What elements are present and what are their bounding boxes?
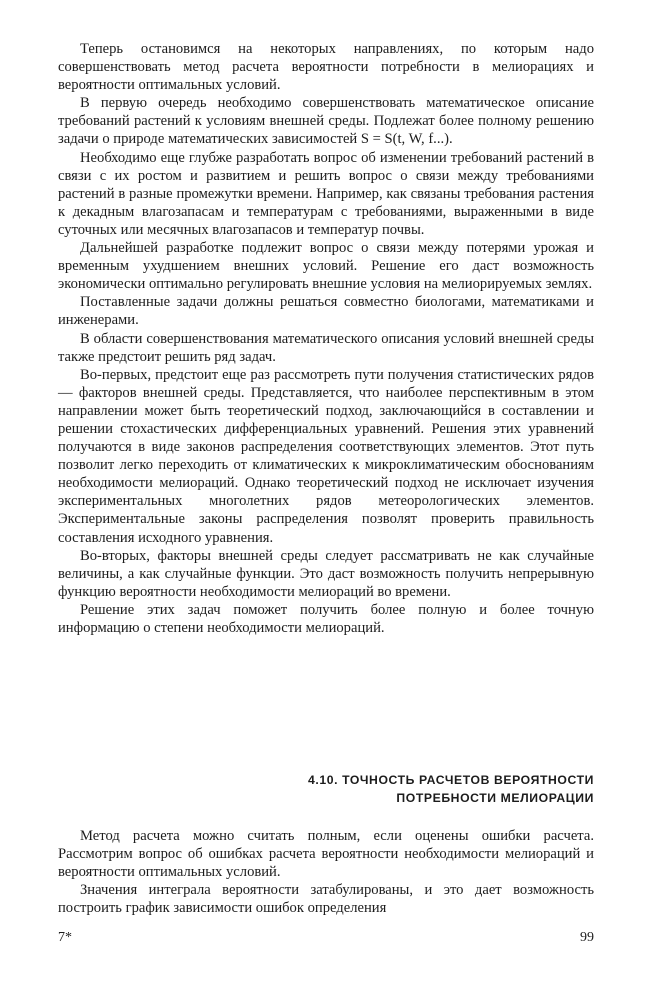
- section-heading-line-1: 4.10. ТОЧНОСТЬ РАСЧЕТОВ ВЕРОЯТНОСТИ: [307, 773, 594, 787]
- paragraph-6: В области совершенствования математического описания условий внешней среды также предстоит решить ряд задач.: [58, 330, 594, 365]
- section-heading-line-2: ПОТРЕБНОСТИ МЕЛИОРАЦИИ: [396, 791, 594, 805]
- section-paragraph-2: Значения интеграла вероятности затабулированы, и это дает возможность построить график зависимости ошибок определения: [58, 882, 594, 917]
- paragraph-7: Во-первых, предстоит еще раз рассмотреть пути получения статистических рядов — факторов внешней среды. Представляется, что наиболее перспективным в этом направлении может быть теоретический подход, заключающийся в составлении и решении стохастических дифференциальных уравнений. Решения этих уравнений получаются в виде законов распределения соответствующих элементов. Этот путь позволит легко переходить от климатических к микроклиматическим обоснованиям необходимости мелиораций. Однако теоретический подход не исключает изучения экспериментальных многолетних рядов метеорологических элементов. Экспериментальные законы распределения позволят проверить правильность составления исходного уравнения.: [58, 366, 594, 546]
- section-body-text: [58, 827, 594, 917]
- section-heading: [58, 771, 594, 807]
- section-paragraph-1: Метод расчета можно считать полным, если оценены ошибки расчета. Рассмотрим вопрос об ошибках расчета вероятности необходимости мелиораций и вероятности оптимальных условий.: [58, 828, 594, 881]
- body-text-block: [58, 40, 594, 637]
- paragraph-3: Необходимо еще глубже разработать вопрос об изменении требований растений в связи с их ростом и развитием и решить вопрос о связи между требованиями растений в разные промежутки времени. Например, как связаны требования растения к декадным влагозапасам и температурам с требованиями, выраженными в виде суточных или месячных влагозапасов и температур почвы.: [58, 149, 594, 238]
- paragraph-8: Во-вторых, факторы внешней среды следует рассматривать не как случайные величины, а как случайные функции. Это даст возможность получить непрерывную функцию вероятности необходимости мелиораций во времени.: [58, 547, 594, 600]
- paragraph-1: Теперь остановимся на некоторых направлениях, по которым надо совершенствовать метод расчета вероятности потребности в мелиорациях и вероятности оптимальных условий.: [58, 41, 594, 94]
- paragraph-4: Дальнейшей разработке подлежит вопрос о связи между потерями урожая и временным ухудшением внешних условий. Решение его даст возможность экономически оптимально регулировать внешние условия на мелиорируемых землях.: [58, 240, 594, 293]
- paragraph-5: Поставленные задачи должны решаться совместно биологами, математиками и инженерами.: [58, 294, 594, 329]
- paragraph-9: Решение этих задач поможет получить более полную и более точную информацию о степени необходимости мелиораций.: [58, 601, 594, 636]
- paragraph-2: В первую очередь необходимо совершенствовать математическое описание требований растений к условиям внешней среды. Подлежат более полному решению задачи о природе математических зависимостей S = S(t, W, f...).: [58, 95, 594, 148]
- signature-mark: 7*: [58, 930, 72, 945]
- page-number: 99: [580, 930, 594, 945]
